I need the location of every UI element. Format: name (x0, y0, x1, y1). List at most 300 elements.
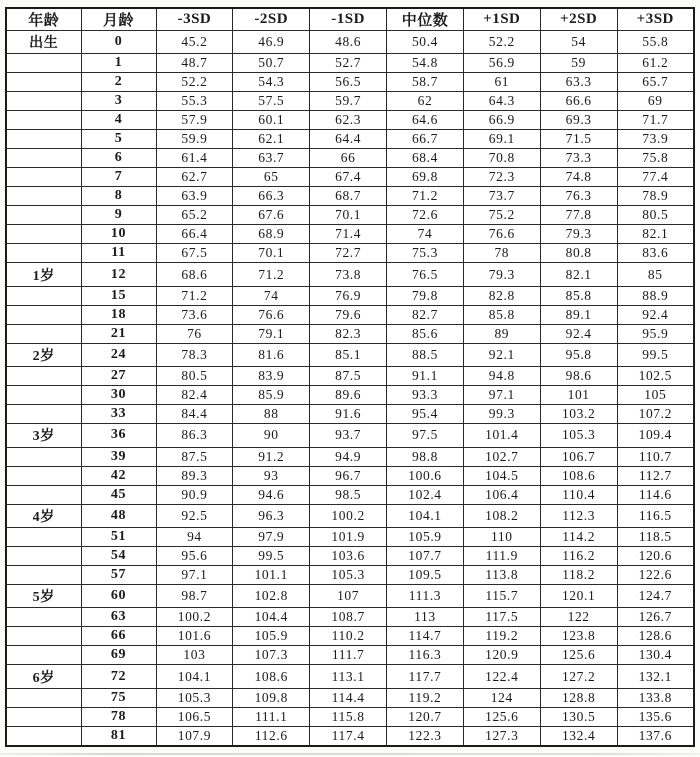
value-cell: 113.8 (463, 565, 540, 584)
age-cell (6, 92, 81, 111)
value-cell: 71.2 (387, 187, 464, 206)
month-cell: 81 (81, 726, 156, 746)
value-cell: 94.8 (463, 367, 540, 386)
month-cell: 18 (81, 305, 156, 324)
value-cell: 75.8 (617, 149, 694, 168)
table-row (6, 244, 694, 263)
age-cell: 6岁 (6, 665, 81, 688)
value-cell: 107.2 (617, 405, 694, 424)
month-cell: 48 (81, 504, 156, 527)
value-cell: 52.2 (463, 31, 540, 54)
value-cell: 127.2 (540, 665, 617, 688)
value-cell: 94.9 (310, 447, 387, 466)
table-row (6, 286, 694, 305)
value-cell: 48.6 (310, 31, 387, 54)
value-cell: 88 (233, 405, 310, 424)
table-row (6, 627, 694, 646)
value-cell: 72.3 (463, 168, 540, 187)
table-row (6, 130, 694, 149)
value-cell: 99.3 (463, 405, 540, 424)
value-cell: 120.6 (617, 546, 694, 565)
value-cell: 102.8 (233, 584, 310, 607)
table-row (6, 206, 694, 225)
value-cell: 122.3 (387, 726, 464, 746)
value-cell: 132.1 (617, 665, 694, 688)
value-cell: 71.5 (540, 130, 617, 149)
table-row (6, 447, 694, 466)
value-cell: 61.4 (156, 149, 233, 168)
column-header-plus2sd: +2SD (540, 8, 617, 31)
month-cell: 57 (81, 565, 156, 584)
value-cell: 124.7 (617, 584, 694, 607)
table-row (6, 424, 694, 447)
value-cell: 117.5 (463, 608, 540, 627)
age-cell: 1岁 (6, 263, 81, 286)
table-row (6, 73, 694, 92)
value-cell: 119.2 (387, 688, 464, 707)
value-cell: 98.5 (310, 485, 387, 504)
age-cell (6, 168, 81, 187)
value-cell: 117.7 (387, 665, 464, 688)
value-cell: 65.2 (156, 206, 233, 225)
age-cell (6, 244, 81, 263)
table-row (6, 665, 694, 688)
value-cell: 57.9 (156, 111, 233, 130)
column-header-month: 月龄 (81, 8, 156, 31)
column-header-minus3sd: -3SD (156, 8, 233, 31)
value-cell: 79.3 (540, 225, 617, 244)
value-cell: 111.7 (310, 646, 387, 665)
age-cell (6, 608, 81, 627)
month-cell: 42 (81, 466, 156, 485)
value-cell: 57.5 (233, 92, 310, 111)
table-row (6, 584, 694, 607)
value-cell: 72.7 (310, 244, 387, 263)
value-cell: 112.3 (540, 504, 617, 527)
value-cell: 105 (617, 386, 694, 405)
value-cell: 91.2 (233, 447, 310, 466)
value-cell: 69.3 (540, 111, 617, 130)
value-cell: 106.5 (156, 707, 233, 726)
age-cell (6, 485, 81, 504)
value-cell: 83.6 (617, 244, 694, 263)
value-cell: 90.9 (156, 485, 233, 504)
value-cell: 107.7 (387, 546, 464, 565)
value-cell: 92.4 (617, 305, 694, 324)
value-cell: 106.7 (540, 447, 617, 466)
month-cell: 36 (81, 424, 156, 447)
value-cell: 76.3 (540, 187, 617, 206)
value-cell: 73.6 (156, 305, 233, 324)
value-cell: 60.1 (233, 111, 310, 130)
value-cell: 68.7 (310, 187, 387, 206)
table-row (6, 225, 694, 244)
value-cell: 107.3 (233, 646, 310, 665)
value-cell: 116.3 (387, 646, 464, 665)
value-cell: 82.1 (617, 225, 694, 244)
month-cell: 1 (81, 54, 156, 73)
value-cell: 82.7 (387, 305, 464, 324)
value-cell: 79.3 (463, 263, 540, 286)
value-cell: 83.9 (233, 367, 310, 386)
value-cell: 65.7 (617, 73, 694, 92)
age-cell (6, 546, 81, 565)
table-header-row (6, 8, 694, 31)
value-cell: 113.1 (310, 665, 387, 688)
value-cell: 116.5 (617, 504, 694, 527)
value-cell: 69 (617, 92, 694, 111)
value-cell: 80.5 (156, 367, 233, 386)
value-cell: 125.6 (463, 707, 540, 726)
value-cell: 76.9 (310, 286, 387, 305)
age-cell (6, 386, 81, 405)
value-cell: 66.3 (233, 187, 310, 206)
value-cell: 88.9 (617, 286, 694, 305)
value-cell: 52.7 (310, 54, 387, 73)
value-cell: 130.5 (540, 707, 617, 726)
table-row (6, 405, 694, 424)
month-cell: 30 (81, 386, 156, 405)
value-cell: 105.3 (540, 424, 617, 447)
value-cell: 75.3 (387, 244, 464, 263)
value-cell: 77.4 (617, 168, 694, 187)
value-cell: 125.6 (540, 646, 617, 665)
value-cell: 77.8 (540, 206, 617, 225)
value-cell: 102.4 (387, 485, 464, 504)
column-header-age: 年龄 (6, 8, 81, 31)
value-cell: 71.7 (617, 111, 694, 130)
scan-artifact-line (0, 753, 700, 755)
value-cell: 87.5 (156, 447, 233, 466)
value-cell: 82.3 (310, 324, 387, 343)
value-cell: 69.1 (463, 130, 540, 149)
value-cell: 78 (463, 244, 540, 263)
value-cell: 56.5 (310, 73, 387, 92)
value-cell: 127.3 (463, 726, 540, 746)
value-cell: 80.5 (617, 206, 694, 225)
value-cell: 100.6 (387, 466, 464, 485)
value-cell: 95.6 (156, 546, 233, 565)
age-cell (6, 688, 81, 707)
value-cell: 123.8 (540, 627, 617, 646)
value-cell: 74 (387, 225, 464, 244)
value-cell: 46.9 (233, 31, 310, 54)
value-cell: 85.8 (540, 286, 617, 305)
value-cell: 65 (233, 168, 310, 187)
value-cell: 95.8 (540, 343, 617, 366)
value-cell: 105.3 (156, 688, 233, 707)
value-cell: 128.8 (540, 688, 617, 707)
value-cell: 89.6 (310, 386, 387, 405)
age-cell (6, 405, 81, 424)
table-row (6, 485, 694, 504)
value-cell: 111.1 (233, 707, 310, 726)
month-cell: 5 (81, 130, 156, 149)
age-cell (6, 149, 81, 168)
value-cell: 101 (540, 386, 617, 405)
month-cell: 0 (81, 31, 156, 54)
month-cell: 24 (81, 343, 156, 366)
month-cell: 6 (81, 149, 156, 168)
value-cell: 97.9 (233, 527, 310, 546)
value-cell: 85 (617, 263, 694, 286)
value-cell: 71.4 (310, 225, 387, 244)
value-cell: 73.7 (463, 187, 540, 206)
value-cell: 133.8 (617, 688, 694, 707)
value-cell: 50.7 (233, 54, 310, 73)
age-cell: 4岁 (6, 504, 81, 527)
value-cell: 78.9 (617, 187, 694, 206)
value-cell: 105.9 (387, 527, 464, 546)
value-cell: 73.3 (540, 149, 617, 168)
value-cell: 62.7 (156, 168, 233, 187)
value-cell: 100.2 (156, 608, 233, 627)
value-cell: 66.4 (156, 225, 233, 244)
value-cell: 116.2 (540, 546, 617, 565)
value-cell: 104.1 (156, 665, 233, 688)
value-cell: 98.7 (156, 584, 233, 607)
value-cell: 59.9 (156, 130, 233, 149)
value-cell: 89.1 (540, 305, 617, 324)
value-cell: 99.5 (617, 343, 694, 366)
value-cell: 45.2 (156, 31, 233, 54)
value-cell: 63.9 (156, 187, 233, 206)
value-cell: 70.8 (463, 149, 540, 168)
month-cell: 15 (81, 286, 156, 305)
month-cell: 2 (81, 73, 156, 92)
value-cell: 68.9 (233, 225, 310, 244)
value-cell: 128.6 (617, 627, 694, 646)
value-cell: 76.5 (387, 263, 464, 286)
value-cell: 89 (463, 324, 540, 343)
value-cell: 114.2 (540, 527, 617, 546)
value-cell: 109.5 (387, 565, 464, 584)
table-row (6, 466, 694, 485)
value-cell: 113 (387, 608, 464, 627)
value-cell: 62 (387, 92, 464, 111)
month-cell: 12 (81, 263, 156, 286)
value-cell: 89.3 (156, 466, 233, 485)
value-cell: 64.3 (463, 92, 540, 111)
month-cell: 11 (81, 244, 156, 263)
age-cell (6, 367, 81, 386)
month-cell: 9 (81, 206, 156, 225)
value-cell: 94.6 (233, 485, 310, 504)
age-cell (6, 305, 81, 324)
value-cell: 110.2 (310, 627, 387, 646)
value-cell: 110 (463, 527, 540, 546)
value-cell: 48.7 (156, 54, 233, 73)
value-cell: 115.8 (310, 707, 387, 726)
value-cell: 110.4 (540, 485, 617, 504)
month-cell: 33 (81, 405, 156, 424)
table-row (6, 54, 694, 73)
value-cell: 92.5 (156, 504, 233, 527)
table-row (6, 187, 694, 206)
table-row (6, 565, 694, 584)
value-cell: 66.7 (387, 130, 464, 149)
value-cell: 137.6 (617, 726, 694, 746)
month-cell: 75 (81, 688, 156, 707)
value-cell: 63.7 (233, 149, 310, 168)
value-cell: 101.9 (310, 527, 387, 546)
value-cell: 98.6 (540, 367, 617, 386)
value-cell: 104.5 (463, 466, 540, 485)
month-cell: 27 (81, 367, 156, 386)
value-cell: 61.2 (617, 54, 694, 73)
value-cell: 76.6 (233, 305, 310, 324)
month-cell: 7 (81, 168, 156, 187)
value-cell: 64.6 (387, 111, 464, 130)
value-cell: 96.3 (233, 504, 310, 527)
value-cell: 114.4 (310, 688, 387, 707)
value-cell: 105.3 (310, 565, 387, 584)
age-cell (6, 707, 81, 726)
value-cell: 111.9 (463, 546, 540, 565)
value-cell: 120.1 (540, 584, 617, 607)
value-cell: 54.8 (387, 54, 464, 73)
column-header-plus1sd: +1SD (463, 8, 540, 31)
value-cell: 117.4 (310, 726, 387, 746)
value-cell: 93 (233, 466, 310, 485)
value-cell: 82.4 (156, 386, 233, 405)
month-cell: 66 (81, 627, 156, 646)
table-row (6, 386, 694, 405)
age-cell (6, 565, 81, 584)
value-cell: 99.5 (233, 546, 310, 565)
value-cell: 55.3 (156, 92, 233, 111)
month-cell: 51 (81, 527, 156, 546)
value-cell: 102.5 (617, 367, 694, 386)
value-cell: 132.4 (540, 726, 617, 746)
month-cell: 63 (81, 608, 156, 627)
age-cell (6, 225, 81, 244)
table-row (6, 707, 694, 726)
table-row (6, 111, 694, 130)
value-cell: 71.2 (233, 263, 310, 286)
table-row (6, 305, 694, 324)
table-row (6, 527, 694, 546)
value-cell: 76.6 (463, 225, 540, 244)
value-cell: 104.1 (387, 504, 464, 527)
value-cell: 105.9 (233, 627, 310, 646)
value-cell: 96.7 (310, 466, 387, 485)
value-cell: 102.7 (463, 447, 540, 466)
value-cell: 115.7 (463, 584, 540, 607)
value-cell: 61 (463, 73, 540, 92)
value-cell: 62.1 (233, 130, 310, 149)
value-cell: 66.9 (463, 111, 540, 130)
value-cell: 74 (233, 286, 310, 305)
age-cell (6, 466, 81, 485)
table-row (6, 608, 694, 627)
value-cell: 82.8 (463, 286, 540, 305)
value-cell: 108.7 (310, 608, 387, 627)
age-cell (6, 627, 81, 646)
value-cell: 63.3 (540, 73, 617, 92)
value-cell: 52.2 (156, 73, 233, 92)
age-cell (6, 54, 81, 73)
table-row (6, 504, 694, 527)
value-cell: 82.1 (540, 263, 617, 286)
value-cell: 62.3 (310, 111, 387, 130)
column-header-minus2sd: -2SD (233, 8, 310, 31)
value-cell: 85.9 (233, 386, 310, 405)
value-cell: 101.1 (233, 565, 310, 584)
value-cell: 93.3 (387, 386, 464, 405)
age-cell (6, 130, 81, 149)
value-cell: 124 (463, 688, 540, 707)
value-cell: 114.6 (617, 485, 694, 504)
value-cell: 130.4 (617, 646, 694, 665)
value-cell: 90 (233, 424, 310, 447)
value-cell: 50.4 (387, 31, 464, 54)
value-cell: 67.6 (233, 206, 310, 225)
column-header-median: 中位数 (387, 8, 464, 31)
value-cell: 135.6 (617, 707, 694, 726)
value-cell: 108.2 (463, 504, 540, 527)
value-cell: 73.8 (310, 263, 387, 286)
value-cell: 68.6 (156, 263, 233, 286)
value-cell: 98.8 (387, 447, 464, 466)
age-cell (6, 206, 81, 225)
value-cell: 66 (310, 149, 387, 168)
value-cell: 69.8 (387, 168, 464, 187)
table-row (6, 31, 694, 54)
column-header-minus1sd: -1SD (310, 8, 387, 31)
value-cell: 71.2 (156, 286, 233, 305)
month-cell: 60 (81, 584, 156, 607)
value-cell: 85.1 (310, 343, 387, 366)
value-cell: 85.6 (387, 324, 464, 343)
month-cell: 72 (81, 665, 156, 688)
age-cell (6, 187, 81, 206)
value-cell: 93.7 (310, 424, 387, 447)
value-cell: 81.6 (233, 343, 310, 366)
value-cell: 70.1 (233, 244, 310, 263)
value-cell: 122.6 (617, 565, 694, 584)
value-cell: 118.2 (540, 565, 617, 584)
value-cell: 85.8 (463, 305, 540, 324)
value-cell: 68.4 (387, 149, 464, 168)
value-cell: 118.5 (617, 527, 694, 546)
value-cell: 108.6 (233, 665, 310, 688)
value-cell: 54.3 (233, 73, 310, 92)
value-cell: 91.1 (387, 367, 464, 386)
table-row (6, 168, 694, 187)
age-cell (6, 324, 81, 343)
value-cell: 109.8 (233, 688, 310, 707)
value-cell: 75.2 (463, 206, 540, 225)
value-cell: 67.4 (310, 168, 387, 187)
value-cell: 80.8 (540, 244, 617, 263)
value-cell: 97.5 (387, 424, 464, 447)
value-cell: 122.4 (463, 665, 540, 688)
value-cell: 92.1 (463, 343, 540, 366)
month-cell: 8 (81, 187, 156, 206)
column-header-plus3sd: +3SD (617, 8, 694, 31)
age-cell: 3岁 (6, 424, 81, 447)
table-row (6, 92, 694, 111)
value-cell: 95.9 (617, 324, 694, 343)
month-cell: 69 (81, 646, 156, 665)
month-cell: 4 (81, 111, 156, 130)
value-cell: 59 (540, 54, 617, 73)
value-cell: 72.6 (387, 206, 464, 225)
age-cell (6, 527, 81, 546)
table-row (6, 688, 694, 707)
table-row (6, 343, 694, 366)
